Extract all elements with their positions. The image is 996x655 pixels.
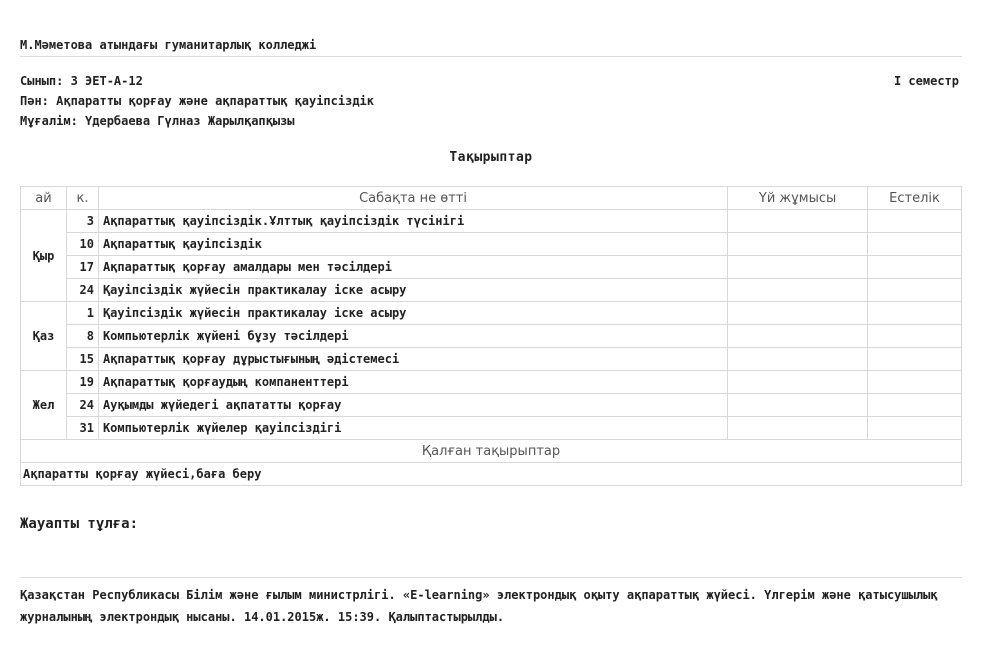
day-cell: 31 [66, 417, 98, 440]
homework-cell [728, 233, 868, 256]
month-cell: Қаз [21, 302, 67, 371]
semester-label: I семестр [893, 74, 959, 88]
teacher-info: Мұғалім: Үдербаева Гүлназ Жарылқапқызы [20, 114, 295, 128]
day-cell: 24 [66, 394, 98, 417]
lesson-topic-cell: Ақпараттық қорғау дұрыстығының әдістемесі [98, 348, 727, 371]
remaining-topics-row [21, 463, 962, 486]
note-cell [868, 371, 962, 394]
table-row [21, 348, 962, 371]
note-cell [868, 417, 962, 440]
remaining-header-row [21, 440, 962, 463]
footer-divider [20, 577, 962, 578]
lesson-topic-cell: Компьютерлік жүйелер қауіпсіздігі [98, 417, 727, 440]
day-cell: 24 [66, 279, 98, 302]
table-row [21, 233, 962, 256]
day-cell: 8 [66, 325, 98, 348]
lesson-topic-cell: Компьютерлік жүйені бұзу тәсілдері [98, 325, 727, 348]
table-row [21, 394, 962, 417]
lesson-topic-cell: Ақпараттық қорғау амалдары мен тәсілдері [98, 256, 727, 279]
note-cell [868, 279, 962, 302]
topics-body [21, 210, 962, 440]
note-cell [868, 210, 962, 233]
footer-text: Қазақстан Республикасы Білім және ғылым министрлігі. «E-learning» электрондық оқыту ақпараттық жүйесі. Үлгерім және қатысушылық журналының электрондық нысаны. 14.01.2015ж. 15:39. Қалыптастырылды. [20, 588, 938, 624]
subject-info: Пән: Ақпаратты қорғау және ақпараттық қауіпсіздік [20, 94, 375, 108]
lesson-topic-cell: Қауіпсіздік жүйесін практикалау іске асыру [98, 302, 727, 325]
responsible-person-label: Жауапты тұлға: [20, 516, 139, 532]
lesson-column-header: Сабақта не өтті [98, 187, 727, 210]
month-column-header: ай [21, 187, 67, 210]
day-column-header: к. [66, 187, 98, 210]
homework-cell [728, 417, 868, 440]
homework-cell [728, 256, 868, 279]
day-cell: 15 [66, 348, 98, 371]
table-row [21, 371, 962, 394]
note-column-header: Естелік [868, 187, 962, 210]
table-row [21, 279, 962, 302]
table-row [21, 210, 962, 233]
homework-cell [728, 279, 868, 302]
lesson-topic-cell: Қауіпсіздік жүйесін практикалау іске асыру [98, 279, 727, 302]
table-row [21, 256, 962, 279]
header-divider [20, 56, 962, 57]
homework-cell [728, 394, 868, 417]
note-cell [868, 302, 962, 325]
table-header-row [21, 187, 962, 210]
table-row [21, 325, 962, 348]
lesson-topic-cell: Ауқымды жүйедегі ақпататты қорғау [98, 394, 727, 417]
remaining-topics-header: Қалған тақырыптар [21, 440, 962, 463]
note-cell [868, 256, 962, 279]
topics-table [20, 186, 962, 486]
note-cell [868, 394, 962, 417]
day-cell: 19 [66, 371, 98, 394]
section-title: Тақырыптар [449, 150, 533, 165]
table-row [21, 302, 962, 325]
class-info: Сынып: 3 ЭЕТ-А-12 [20, 74, 143, 88]
note-cell [868, 348, 962, 371]
homework-cell [728, 371, 868, 394]
lesson-topic-cell: Ақпараттық қауіпсіздік.Ұлттық қауіпсіздік түсінігі [98, 210, 727, 233]
day-cell: 10 [66, 233, 98, 256]
homework-cell [728, 302, 868, 325]
homework-cell [728, 210, 868, 233]
homework-cell [728, 348, 868, 371]
day-cell: 3 [66, 210, 98, 233]
remaining-topics-text: Ақпаратты қорғау жүйесі,баға беру [21, 463, 962, 486]
table-row [21, 417, 962, 440]
lesson-topic-cell: Ақпараттық қорғаудың компаненттері [98, 371, 727, 394]
college-name: М.Мәметова атындағы гуманитарлық колледжі [20, 38, 317, 52]
day-cell: 17 [66, 256, 98, 279]
note-cell [868, 233, 962, 256]
day-cell: 1 [66, 302, 98, 325]
note-cell [868, 325, 962, 348]
month-cell: Қыр [21, 210, 67, 302]
homework-cell [728, 325, 868, 348]
lesson-topic-cell: Ақпараттық қауіпсіздік [98, 233, 727, 256]
homework-column-header: Үй жұмысы [728, 187, 868, 210]
month-cell: Жел [21, 371, 67, 440]
